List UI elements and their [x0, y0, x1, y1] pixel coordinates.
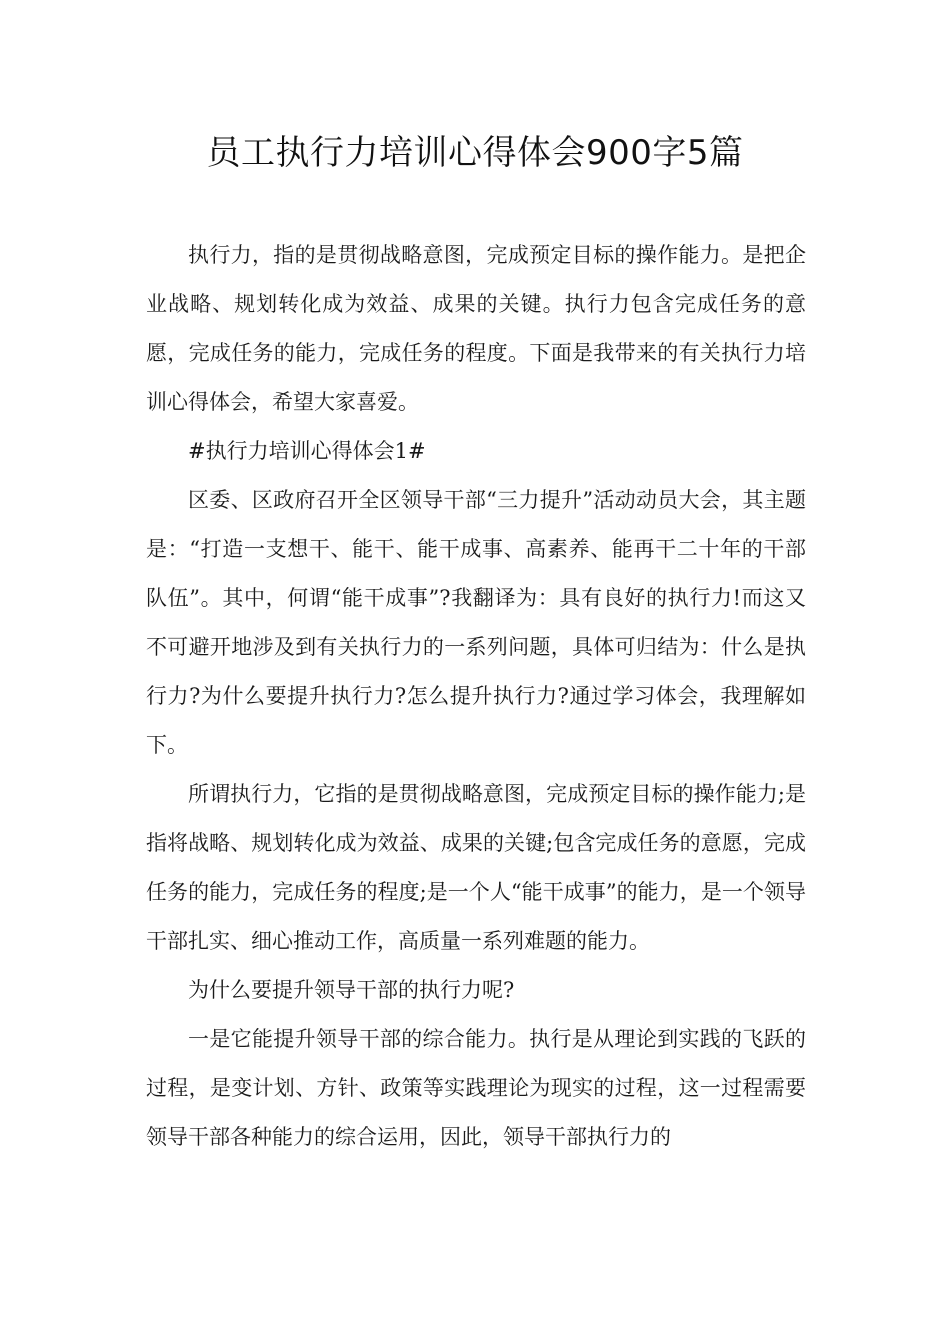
body-paragraph: 区委、区政府召开全区领导干部“三力提升”活动动员大会，其主题是：“打造一支想干、能干、能干成事、高素养、能再干二十年的干部队伍”。其中，何谓“能干成事”?我翻译为：具有良好的执行力!而这又不可避开地涉及到有关执行力的一系列问题，具体可归结为：什么是执行力?为什么要提升执行力?怎么提升执行力?通过学习体会，我理解如下。: [146, 488, 806, 757]
body-paragraph: 所谓执行力，它指的是贯彻战略意图，完成预定目标的操作能力;是指将战略、规划转化成为效益、成果的关键;包含完成任务的意愿，完成任务的能力，完成任务的程度;是一个人“能干成事”的能力，是一个领导干部扎实、细心推动工作，高质量一系列难题的能力。: [146, 782, 806, 953]
document-body: [146, 231, 806, 1162]
intro-paragraph: 执行力，指的是贯彻战略意图，完成预定目标的操作能力。是把企业战略、规划转化成为效益、成果的关键。执行力包含完成任务的意愿，完成任务的能力，完成任务的程度。下面是我带来的有关执行力培训心得体会，希望大家喜爱。: [146, 243, 806, 414]
section-heading: #执行力培训心得体会1#: [188, 439, 426, 463]
document-title: 员工执行力培训心得体会900字5篇: [206, 133, 744, 173]
question-paragraph: 为什么要提升领导干部的执行力呢?: [188, 978, 515, 1002]
body-paragraph: 一是它能提升领导干部的综合能力。执行是从理论到实践的飞跃的过程，是变计划、方针、政策等实践理论为现实的过程，这一过程需要领导干部各种能力的综合运用，因此，领导干部执行力的: [146, 1027, 806, 1149]
